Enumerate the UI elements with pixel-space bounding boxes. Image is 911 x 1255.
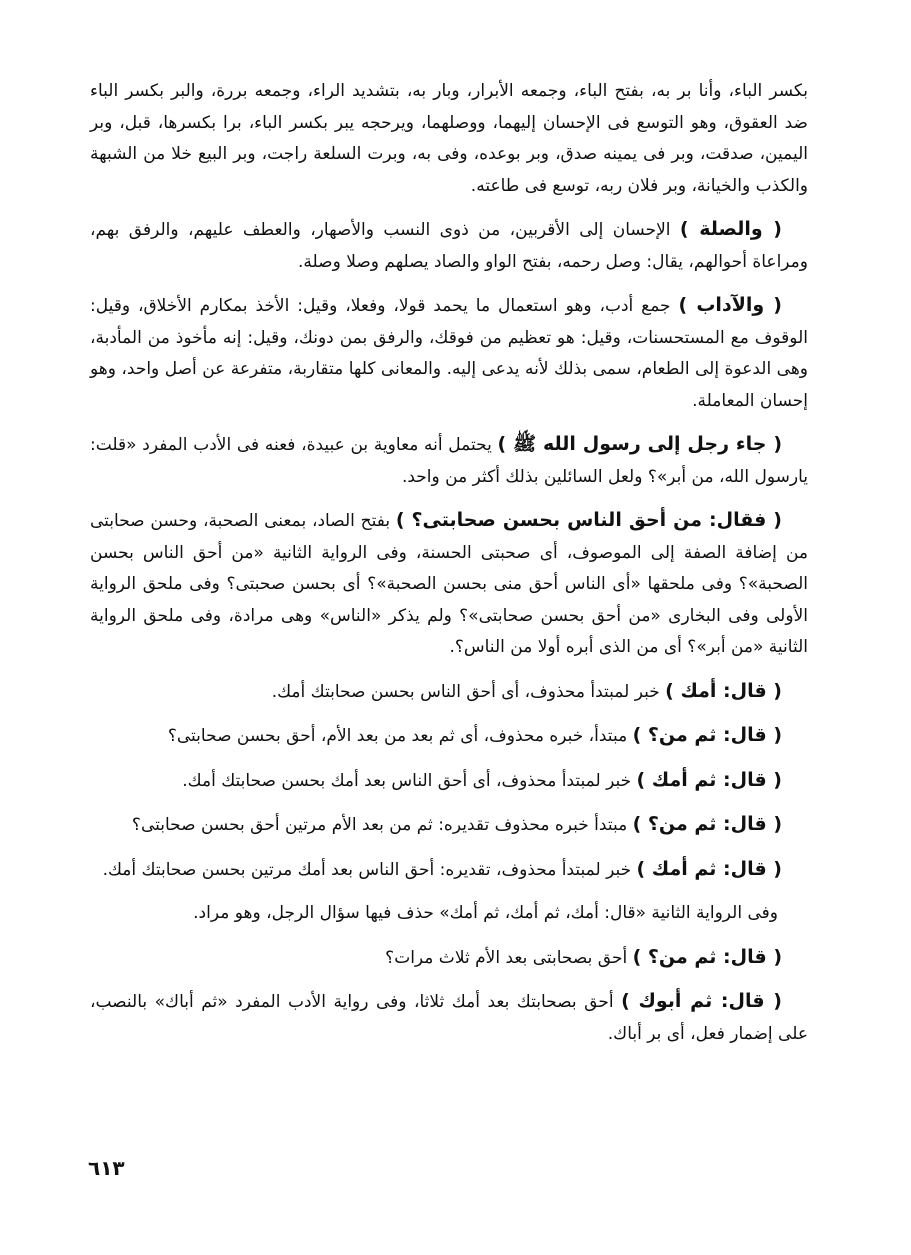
term-heading: ( قال: ثم أبوك ) (621, 990, 782, 1012)
paragraph-thumma-man-1 (90, 720, 808, 753)
paragraph-text: خبر لمبتدأ محذوف، أى أحق الناس بعد أمك بحسن صحابتك أمك. (182, 770, 632, 791)
term-heading: ( قال: ثم من؟ ) (632, 724, 782, 746)
paragraph-thumma-ummuk-2 (90, 854, 808, 887)
term-heading: ( قال: أمك ) (665, 679, 782, 702)
paragraph-thumma-abuk (90, 986, 808, 1050)
paragraph-text: بفتح الصاد، بمعنى الصحبة، وحسن صحابتى من إضافة الصفة إلى الموصوف، أى صحبتى الحسنة، وفى الرواية الثانية «من أحق الناس بحسن الصحبة»؟ وفى ملحقها «أى الناس أحق منى بحسن الصحبة»؟ أى بحسن صحبتى؟ وفى ملحق الرواية الأولى وفى البخارى «من أحق بحسن صحابتى»؟ ولم يذكر «الناس» وهى مرادة، وفى ملحق الرواية الثانية «من أبر»؟ أى من الذى أبره أولا من الناس؟. (90, 511, 808, 657)
term-heading: ( قال: ثم من؟ ) (632, 945, 782, 968)
term-heading: ( والصلة ) (679, 218, 782, 240)
paragraph-silah (90, 214, 808, 278)
paragraph-second-narration (90, 898, 808, 930)
paragraph-qal-ummuk (90, 676, 808, 709)
paragraph-jaa-rajul (90, 429, 808, 493)
paragraph-text: خبر لمبتدأ محذوف، تقديره: أحق الناس بعد أمك مرتين بحسن صحابتك أمك. (102, 859, 632, 880)
page-body (90, 76, 808, 1062)
paragraph-text: أحق بصحابتى بعد الأم ثلاث مرات؟ (385, 947, 628, 968)
paragraph-text: الإحسان إلى الأقربين، من ذوى النسب والأصهار، والعطف عليهم، والرفق بهم، ومراعاة أحوالهم، يقال: وصل رحمه، بفتح الواو والصاد يصلهم وصلا وصلة. (90, 220, 808, 272)
paragraph-birr (90, 76, 808, 202)
paragraph-text: يحتمل أنه معاوية بن عبيدة، فعنه فى الأدب المفرد «قلت: يارسول الله، من أبر»؟ ولعل السائلين بذلك أكثر من واحد. (90, 435, 808, 487)
paragraph-faqal (90, 505, 808, 664)
term-heading: ( قال: ثم من؟ ) (632, 813, 782, 835)
term-heading: ( قال: ثم أمك ) (636, 768, 782, 791)
paragraph-thumma-man-3 (90, 942, 808, 975)
paragraph-thumma-man-2 (90, 809, 808, 842)
paragraph-text: جمع أدب، وهو استعمال ما يحمد قولا، وفعلا، وقيل: الأخذ بمكارم الأخلاق، وقيل: الوقوف مع المستحسنات، وقيل: هو تعظيم من فوقك، والرفق بمن دونك، وقيل: إنه مأخوذ من المأدبة، وهى الدعوة إلى الطعام، سمى بذلك لأنه يدعى إليه. والمعانى كلها متقاربة، متفرعة عن أصل واحد، وهو إحسان المعاملة. (90, 296, 808, 411)
term-heading: ( والآداب ) (678, 294, 782, 316)
paragraph-text: خبر لمبتدأ محذوف، أى أحق الناس بحسن صحابتك أمك. (271, 681, 660, 702)
term-heading: ( جاء رجل إلى رسول الله ﷺ ) (497, 433, 782, 455)
page-number: ٦١٣ (88, 1156, 125, 1180)
paragraph-text: مبتدأ، خبره محذوف، أى ثم بعد من بعد الأم، أحق بحسن صحابتى؟ (167, 726, 628, 746)
paragraph-adab (90, 290, 808, 417)
paragraph-text: أحق بصحابتك بعد أمك ثلاثا، وفى رواية الأدب المفرد «ثم أباك» بالنصب، على إضمار فعل، أى بر أباك. (90, 992, 808, 1044)
term-heading: ( قال: ثم أمك ) (636, 857, 782, 880)
paragraph-text: بكسر الباء، وأنا بر به، بفتح الباء، وجمعه الأبرار، وبار به، بتشديد الراء، وجمعه بررة، والبر بكسر الباء ضد العقوق، وهو التوسع فى الإحسان إليهما، ووصلهما، ويرحجه يبر بكسر الباء، برا بكسرها، قبل، وبر اليمين، صدقت، وبر فى يمينه صدق، وبر بوعده، وفى به، وبرت السلعة راجت، وبر البيع خلا من الشبهة والكذب والخيانة، وبر فلان ربه، توسع فى طاعته. (90, 81, 808, 196)
paragraph-text: وفى الرواية الثانية «قال: أمك، ثم أمك، ثم أمك» حذف فيها سؤال الرجل، وهو مراد. (193, 903, 778, 923)
paragraph-text: مبتدأ خبره محذوف تقديره: ثم من بعد الأم مرتين أحق بحسن صحابتى؟ (131, 815, 628, 835)
term-heading: ( فقال: من أحق الناس بحسن صحابتى؟ ) (395, 509, 782, 531)
paragraph-thumma-ummuk-1 (90, 765, 808, 798)
